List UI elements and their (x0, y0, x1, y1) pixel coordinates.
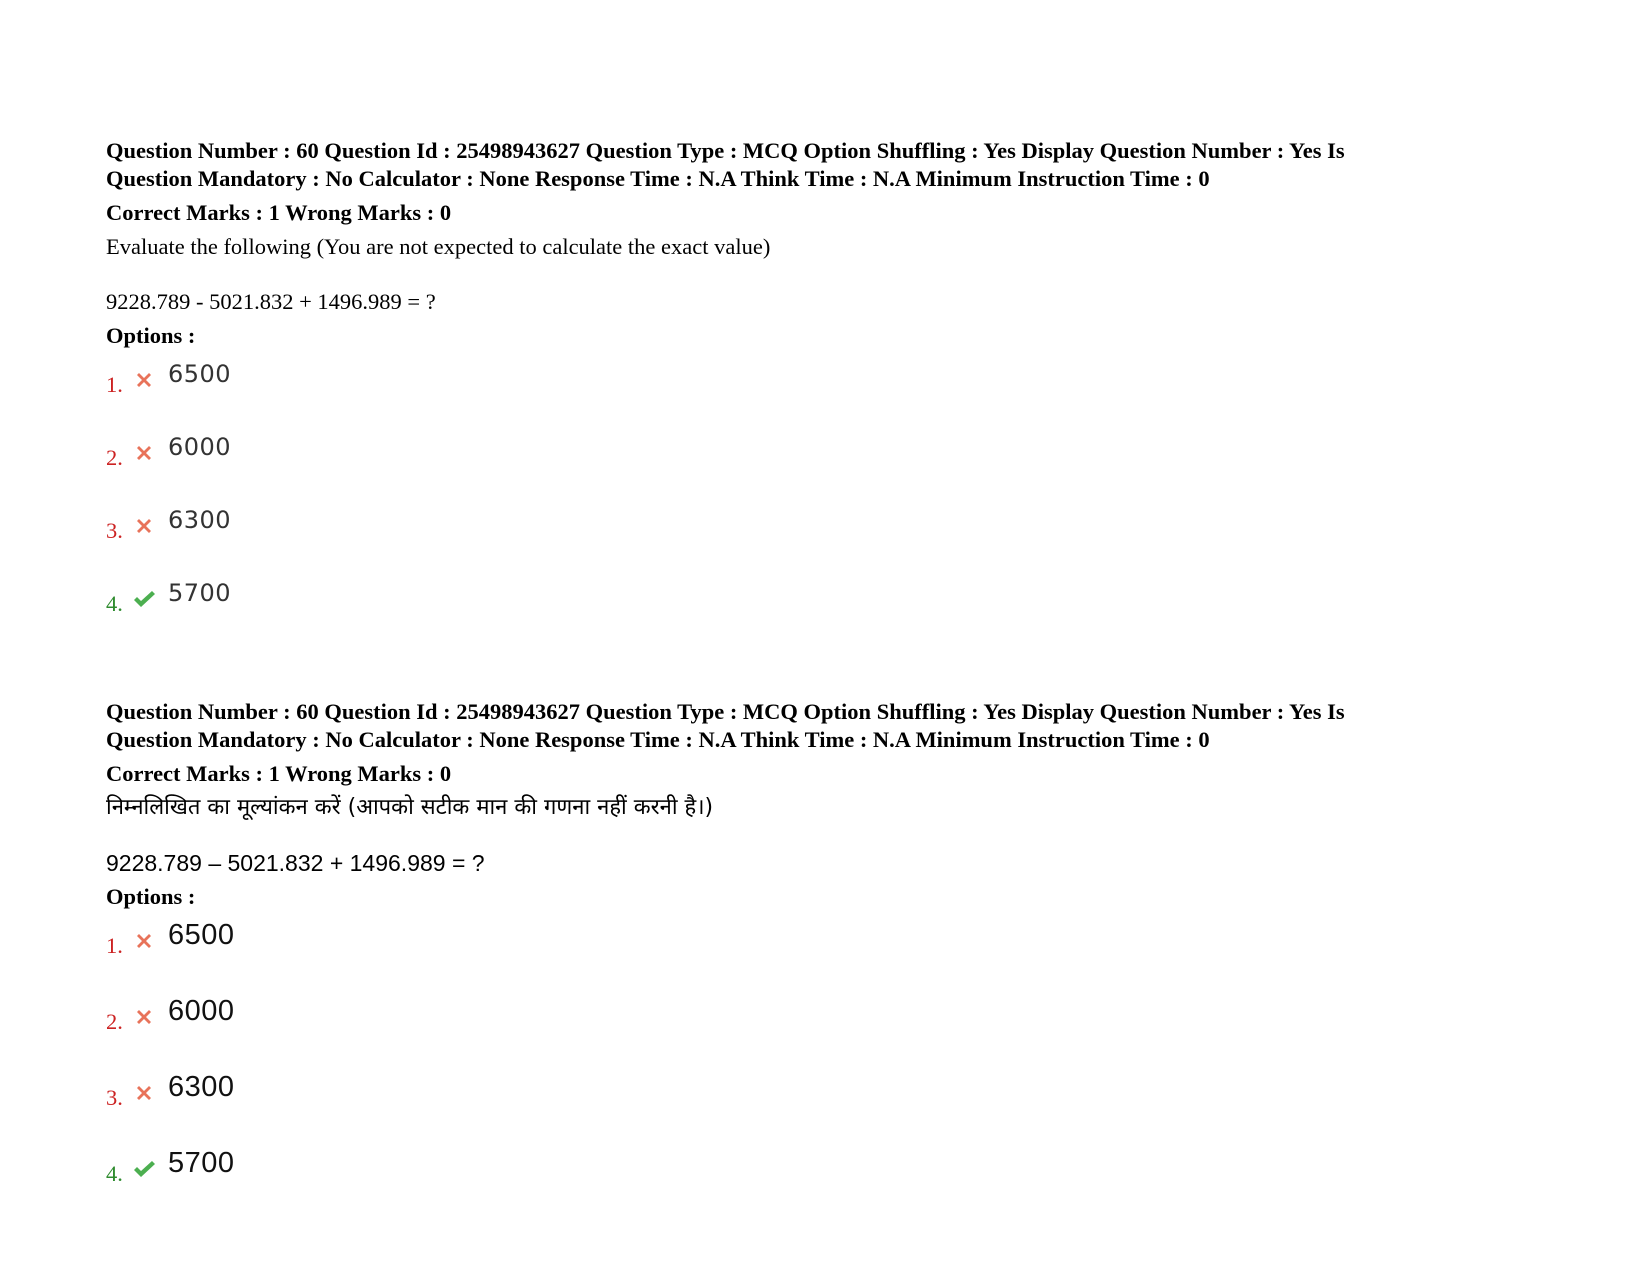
option-value: 6000 (168, 995, 235, 1027)
option-list (106, 360, 1566, 652)
check-icon (132, 1157, 156, 1181)
options-label: Options : (106, 884, 196, 909)
option-value: 6300 (168, 1071, 235, 1103)
option-item (106, 360, 1566, 433)
marks-info: Correct Marks : 1 Wrong Marks : 0 (106, 761, 452, 786)
cross-icon (132, 1081, 156, 1105)
question-meta (106, 698, 1566, 754)
option-number: 2. (106, 1009, 123, 1034)
question-stem: निम्नलिखित का मूल्यांकन करें (आपको सटीक मान की गणना नहीं करनी है।) (106, 795, 714, 820)
question-expression: 9228.789 - 5021.832 + 1496.989 = ? (106, 289, 436, 314)
question-meta-line-2: Question Mandatory : No Calculator : None Response Time : N.A Think Time : N.A Minimum Instruction Time : 0 (106, 727, 1210, 752)
option-item-correct (106, 579, 1566, 652)
check-icon (132, 587, 156, 611)
cross-icon (132, 929, 156, 953)
question-meta-line-1: Question Number : 60 Question Id : 25498943627 Question Type : MCQ Option Shuffling : Yes Display Question Number : Yes Is (106, 699, 1345, 724)
option-number: 1. (106, 372, 123, 397)
options-label: Options : (106, 323, 196, 348)
option-value: 5700 (168, 579, 232, 607)
option-number: 4. (106, 1161, 123, 1186)
question-meta-line-1: Question Number : 60 Question Id : 25498943627 Question Type : MCQ Option Shuffling : Yes Display Question Number : Yes Is (106, 138, 1345, 163)
option-item (106, 997, 1566, 1073)
option-number: 3. (106, 1085, 123, 1110)
option-number: 1. (106, 933, 123, 958)
option-item (106, 433, 1566, 506)
option-value: 6000 (168, 433, 232, 461)
option-number: 3. (106, 518, 123, 543)
option-value: 6500 (168, 919, 235, 951)
question-block-hindi (106, 698, 1566, 1225)
option-item (106, 506, 1566, 579)
question-meta-line-2: Question Mandatory : No Calculator : None Response Time : N.A Think Time : N.A Minimum Instruction Time : 0 (106, 166, 1210, 191)
cross-icon (132, 1005, 156, 1029)
option-number: 4. (106, 591, 123, 616)
option-number: 2. (106, 445, 123, 470)
question-expression: 9228.789 – 5021.832 + 1496.989 = ? (106, 850, 485, 876)
cross-icon (132, 441, 156, 465)
cross-icon (132, 514, 156, 538)
question-block-english (106, 137, 1566, 652)
question-stem: Evaluate the following (You are not expected to calculate the exact value) (106, 234, 771, 259)
option-value: 6300 (168, 506, 232, 534)
option-item-correct (106, 1149, 1566, 1225)
option-list (106, 921, 1566, 1225)
option-item (106, 1073, 1566, 1149)
cross-icon (132, 368, 156, 392)
question-meta (106, 137, 1566, 193)
marks-info: Correct Marks : 1 Wrong Marks : 0 (106, 200, 452, 225)
option-value: 6500 (168, 360, 232, 388)
option-item (106, 921, 1566, 997)
option-value: 5700 (168, 1147, 235, 1179)
